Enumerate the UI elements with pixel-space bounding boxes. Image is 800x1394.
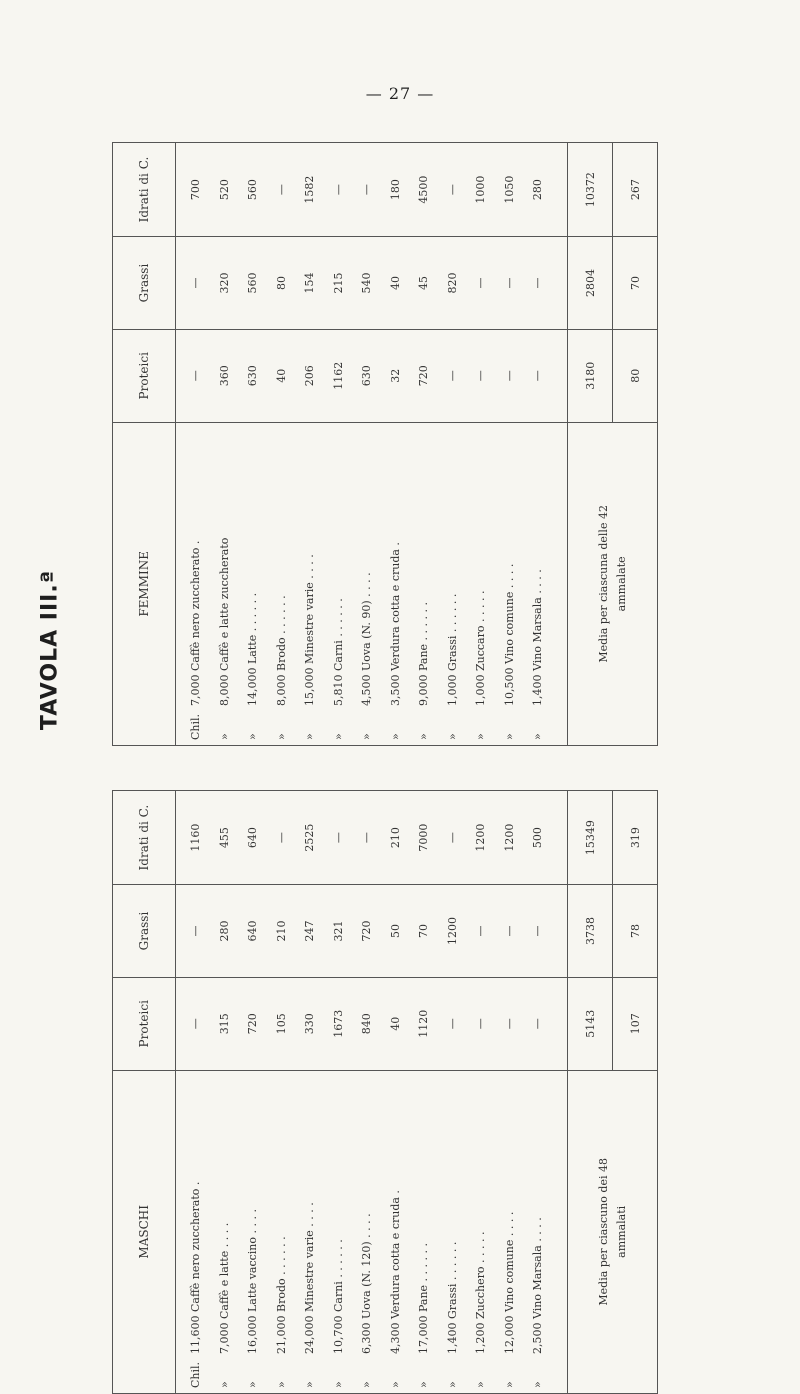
- item-label: 1,400 Grassi . . . . . .: [445, 1241, 459, 1354]
- grassi-value: 50: [388, 924, 402, 938]
- idrati-value: —: [331, 832, 345, 844]
- femmine-total-idrati: 10372: [568, 143, 613, 237]
- item-prefix: »: [531, 1381, 544, 1388]
- proteici-value: 840: [360, 1013, 373, 1035]
- grassi-value: —: [502, 925, 516, 937]
- grassi-value: 540: [360, 272, 373, 294]
- proteici-value: 360: [217, 365, 231, 387]
- grassi-value: —: [531, 925, 544, 937]
- item-row: [524, 428, 553, 740]
- idrati-value: 280: [531, 179, 544, 201]
- item-row: [496, 428, 525, 740]
- item-prefix: »: [474, 733, 487, 740]
- femmine-idrati-values: [176, 143, 568, 237]
- idrati-value: 180: [388, 179, 402, 201]
- proteici-value: —: [502, 1018, 516, 1030]
- item-row: [239, 1076, 268, 1388]
- femmine-avg-grassi: 70: [613, 237, 658, 330]
- maschi-avg-grassi: 78: [613, 885, 658, 978]
- item-prefix: »: [388, 1381, 402, 1388]
- maschi-header: MASCHI: [113, 1070, 176, 1393]
- idrati-value: 640: [246, 827, 259, 849]
- proteici-value: 206: [303, 365, 316, 387]
- femmine-total-proteici: 3180: [568, 329, 613, 422]
- item-label: 17,000 Pane . . . . . .: [417, 1242, 430, 1354]
- item-prefix: »: [502, 1381, 516, 1388]
- proteici-value: 105: [274, 1013, 288, 1035]
- grassi-value: 320: [217, 272, 231, 294]
- maschi-items-list: [176, 1070, 568, 1393]
- item-prefix: »: [531, 733, 544, 740]
- idrati-value: 520: [217, 179, 231, 201]
- proteici-value: —: [531, 370, 544, 382]
- grassi-value: —: [531, 277, 544, 289]
- item-row: [325, 428, 354, 740]
- grassi-value: 640: [246, 920, 259, 942]
- grassi-value: —: [189, 277, 202, 289]
- item-label: 8,000 Brodo . . . . . .: [274, 595, 288, 706]
- item-row: [353, 1076, 382, 1388]
- maschi-total-grassi: 3738: [568, 885, 613, 978]
- femmine-media-label-1: Media per ciascuna delle 42: [596, 505, 610, 663]
- femmine-col-idrati: Idrati di C.: [113, 143, 176, 237]
- proteici-value: 720: [246, 1013, 259, 1035]
- grassi-value: —: [474, 277, 487, 289]
- item-prefix: »: [246, 1381, 259, 1388]
- item-label: 9,000 Pane . . . . . .: [417, 601, 430, 706]
- femmine-col-grassi: Grassi: [113, 237, 176, 330]
- proteici-value: 32: [388, 368, 402, 383]
- item-label: 7,000 Caffè e latte . . . .: [217, 1222, 231, 1354]
- grassi-value: —: [474, 925, 487, 937]
- item-label: 11,600 Caffè nero zuccherato .: [189, 1181, 202, 1354]
- proteici-value: 1162: [331, 361, 345, 390]
- item-row: [382, 1076, 411, 1388]
- grassi-value: —: [502, 277, 516, 289]
- item-row: [182, 1076, 211, 1388]
- item-row: [325, 1076, 354, 1388]
- plate-title: [10, 569, 90, 731]
- idrati-value: 560: [246, 179, 259, 201]
- femmine-proteici-values: [176, 329, 568, 422]
- proteici-value: 630: [360, 365, 373, 387]
- maschi-idrati-values: [176, 791, 568, 885]
- item-label: 3,500 Verdura cotta e cruda .: [388, 542, 402, 706]
- grassi-value: —: [189, 925, 202, 937]
- item-label: 8,000 Caffè e latte zuccherato: [217, 537, 231, 706]
- femmine-total-grassi: 2804: [568, 237, 613, 330]
- maschi-col-proteici: Proteici: [113, 977, 176, 1070]
- maschi-proteici-values: [176, 977, 568, 1070]
- idrati-value: —: [445, 184, 459, 196]
- item-label: 21,000 Brodo . . . . . .: [274, 1236, 288, 1354]
- item-prefix: »: [502, 733, 516, 740]
- diet-table: [112, 142, 658, 1394]
- item-prefix: »: [274, 1381, 288, 1388]
- item-prefix: »: [303, 733, 316, 740]
- proteici-value: 630: [246, 365, 259, 387]
- grassi-value: 280: [217, 920, 231, 942]
- item-prefix: »: [331, 733, 345, 740]
- item-label: 1,000 Grassi . . . . . .: [445, 593, 459, 706]
- femmine-items-list: [176, 422, 568, 745]
- grassi-value: 247: [303, 920, 316, 942]
- item-row: [524, 1076, 553, 1388]
- item-label: 16,000 Latte vaccino . . . .: [246, 1209, 259, 1354]
- maschi-grassi-values: [176, 885, 568, 978]
- item-label: 5,810 Carni . . . . . .: [331, 598, 345, 706]
- item-row: [410, 1076, 439, 1388]
- proteici-value: —: [474, 1018, 487, 1030]
- item-prefix: »: [417, 1381, 430, 1388]
- grassi-value: 1200: [445, 917, 459, 945]
- idrati-value: 7000: [417, 823, 430, 852]
- proteici-value: 315: [217, 1013, 231, 1035]
- item-prefix: »: [388, 733, 402, 740]
- idrati-value: 1200: [502, 823, 516, 852]
- maschi-total-idrati: 15349: [568, 791, 613, 885]
- page-number: — 27 —: [365, 84, 435, 103]
- item-label: 6,300 Uova (N. 120) . . . .: [360, 1213, 373, 1354]
- maschi-avg-proteici: 107: [613, 977, 658, 1070]
- item-row: [467, 428, 496, 740]
- grassi-value: 560: [246, 272, 259, 294]
- item-prefix: »: [246, 733, 259, 740]
- idrati-value: —: [331, 184, 345, 196]
- idrati-value: 1582: [303, 175, 316, 204]
- proteici-value: —: [189, 1018, 202, 1030]
- femmine-media-label: [568, 422, 658, 745]
- femmine-col-proteici: Proteici: [113, 329, 176, 422]
- femmine-avg-idrati: 267: [613, 143, 658, 237]
- idrati-value: —: [360, 184, 373, 196]
- grassi-value: 40: [388, 276, 402, 290]
- idrati-value: 455: [217, 827, 231, 849]
- item-label: 12,000 Vino comune . . . .: [502, 1211, 516, 1354]
- item-row: [211, 428, 240, 740]
- maschi-col-idrati: Idrati di C.: [113, 791, 176, 885]
- item-prefix: Chil.: [189, 713, 202, 740]
- item-row: [296, 1076, 325, 1388]
- idrati-value: —: [274, 832, 288, 844]
- item-row: [211, 1076, 240, 1388]
- proteici-value: 40: [388, 1016, 402, 1031]
- item-label: 2,500 Vino Marsala . . . .: [531, 1217, 544, 1354]
- item-row: [182, 428, 211, 740]
- item-row: [268, 428, 297, 740]
- item-label: 15,000 Minestre varie . . . .: [303, 554, 316, 706]
- item-prefix: »: [360, 733, 373, 740]
- item-label: 24,000 Minestre varie . . . .: [303, 1202, 316, 1354]
- item-row: [353, 428, 382, 740]
- grassi-value: 45: [417, 276, 430, 290]
- maschi-media-label-2: ammalati: [614, 1205, 628, 1258]
- proteici-value: 1120: [417, 1009, 430, 1038]
- item-prefix: »: [445, 1381, 459, 1388]
- proteici-value: —: [474, 370, 487, 382]
- item-label: 7,000 Caffè nero zuccherato .: [189, 540, 202, 706]
- item-label: 4,500 Uova (N. 90) . . . .: [360, 572, 373, 706]
- femmine-avg-proteici: 80: [613, 329, 658, 422]
- proteici-value: 720: [417, 365, 430, 387]
- maschi-col-grassi: Grassi: [113, 885, 176, 978]
- femmine-grassi-values: [176, 237, 568, 330]
- item-label: 14,000 Latte . . . . . .: [246, 592, 259, 706]
- item-row: [410, 428, 439, 740]
- header-row: [113, 143, 176, 1394]
- idrati-value: 1160: [189, 823, 202, 852]
- idrati-value: —: [360, 832, 373, 844]
- item-row: [439, 428, 468, 740]
- femmine-header: FEMMINE: [113, 422, 176, 745]
- idrati-value: —: [445, 832, 459, 844]
- item-label: 4,300 Verdura cotta e cruda .: [388, 1190, 402, 1354]
- item-row: [467, 1076, 496, 1388]
- item-prefix: »: [217, 733, 231, 740]
- item-row: [496, 1076, 525, 1388]
- idrati-value: —: [274, 184, 288, 196]
- item-row: [239, 428, 268, 740]
- item-row: [268, 1076, 297, 1388]
- grassi-value: 820: [445, 272, 459, 294]
- femmine-media-label-2: ammalate: [614, 556, 628, 612]
- diet-table-rotated: [112, 142, 658, 1394]
- item-label: 10,500 Vino comune . . . .: [502, 563, 516, 706]
- grassi-value: 720: [360, 920, 373, 942]
- grassi-value: 70: [417, 924, 430, 938]
- item-prefix: »: [303, 1381, 316, 1388]
- idrati-value: 1050: [502, 175, 516, 204]
- grassi-value: 321: [331, 920, 345, 942]
- plate-title-text: TAVOLA III.ª: [37, 569, 63, 731]
- item-label: 10,700 Carni . . . . . .: [331, 1239, 345, 1354]
- item-prefix: »: [445, 733, 459, 740]
- maschi-avg-idrati: 319: [613, 791, 658, 885]
- proteici-value: 40: [274, 368, 288, 383]
- item-prefix: Chil.: [189, 1361, 202, 1388]
- proteici-value: —: [531, 1018, 544, 1030]
- grassi-value: 215: [331, 272, 345, 294]
- grassi-value: 210: [274, 920, 288, 942]
- item-prefix: »: [474, 1381, 487, 1388]
- item-prefix: »: [274, 733, 288, 740]
- idrati-value: 1000: [474, 175, 487, 204]
- proteici-value: 330: [303, 1013, 316, 1035]
- proteici-value: —: [445, 1018, 459, 1030]
- maschi-media-label: [568, 1070, 658, 1393]
- proteici-value: —: [502, 370, 516, 382]
- item-prefix: »: [331, 1381, 345, 1388]
- item-row: [439, 1076, 468, 1388]
- proteici-value: —: [189, 370, 202, 382]
- item-label: 1,000 Zuccaro . . . . .: [474, 590, 487, 706]
- idrati-value: 210: [388, 827, 402, 849]
- item-row: [296, 428, 325, 740]
- idrati-value: 2525: [303, 823, 316, 852]
- idrati-value: 500: [531, 827, 544, 849]
- idrati-value: 700: [189, 179, 202, 201]
- idrati-value: 4500: [417, 175, 430, 204]
- idrati-value: 1200: [474, 823, 487, 852]
- item-label: 1,400 Vino Marsala . . . .: [531, 569, 544, 706]
- item-row: [382, 428, 411, 740]
- grassi-value: 154: [303, 272, 316, 294]
- maschi-media-label-1: Media per ciascuno dei 48: [596, 1158, 610, 1306]
- item-label: 1,200 Zucchero . . . . .: [474, 1231, 487, 1354]
- grassi-value: 80: [274, 276, 288, 290]
- item-prefix: »: [217, 1381, 231, 1388]
- proteici-value: —: [445, 370, 459, 382]
- item-prefix: »: [360, 1381, 373, 1388]
- item-prefix: »: [417, 733, 430, 740]
- table-gap: [113, 746, 658, 791]
- proteici-value: 1673: [331, 1009, 345, 1038]
- maschi-total-proteici: 5143: [568, 977, 613, 1070]
